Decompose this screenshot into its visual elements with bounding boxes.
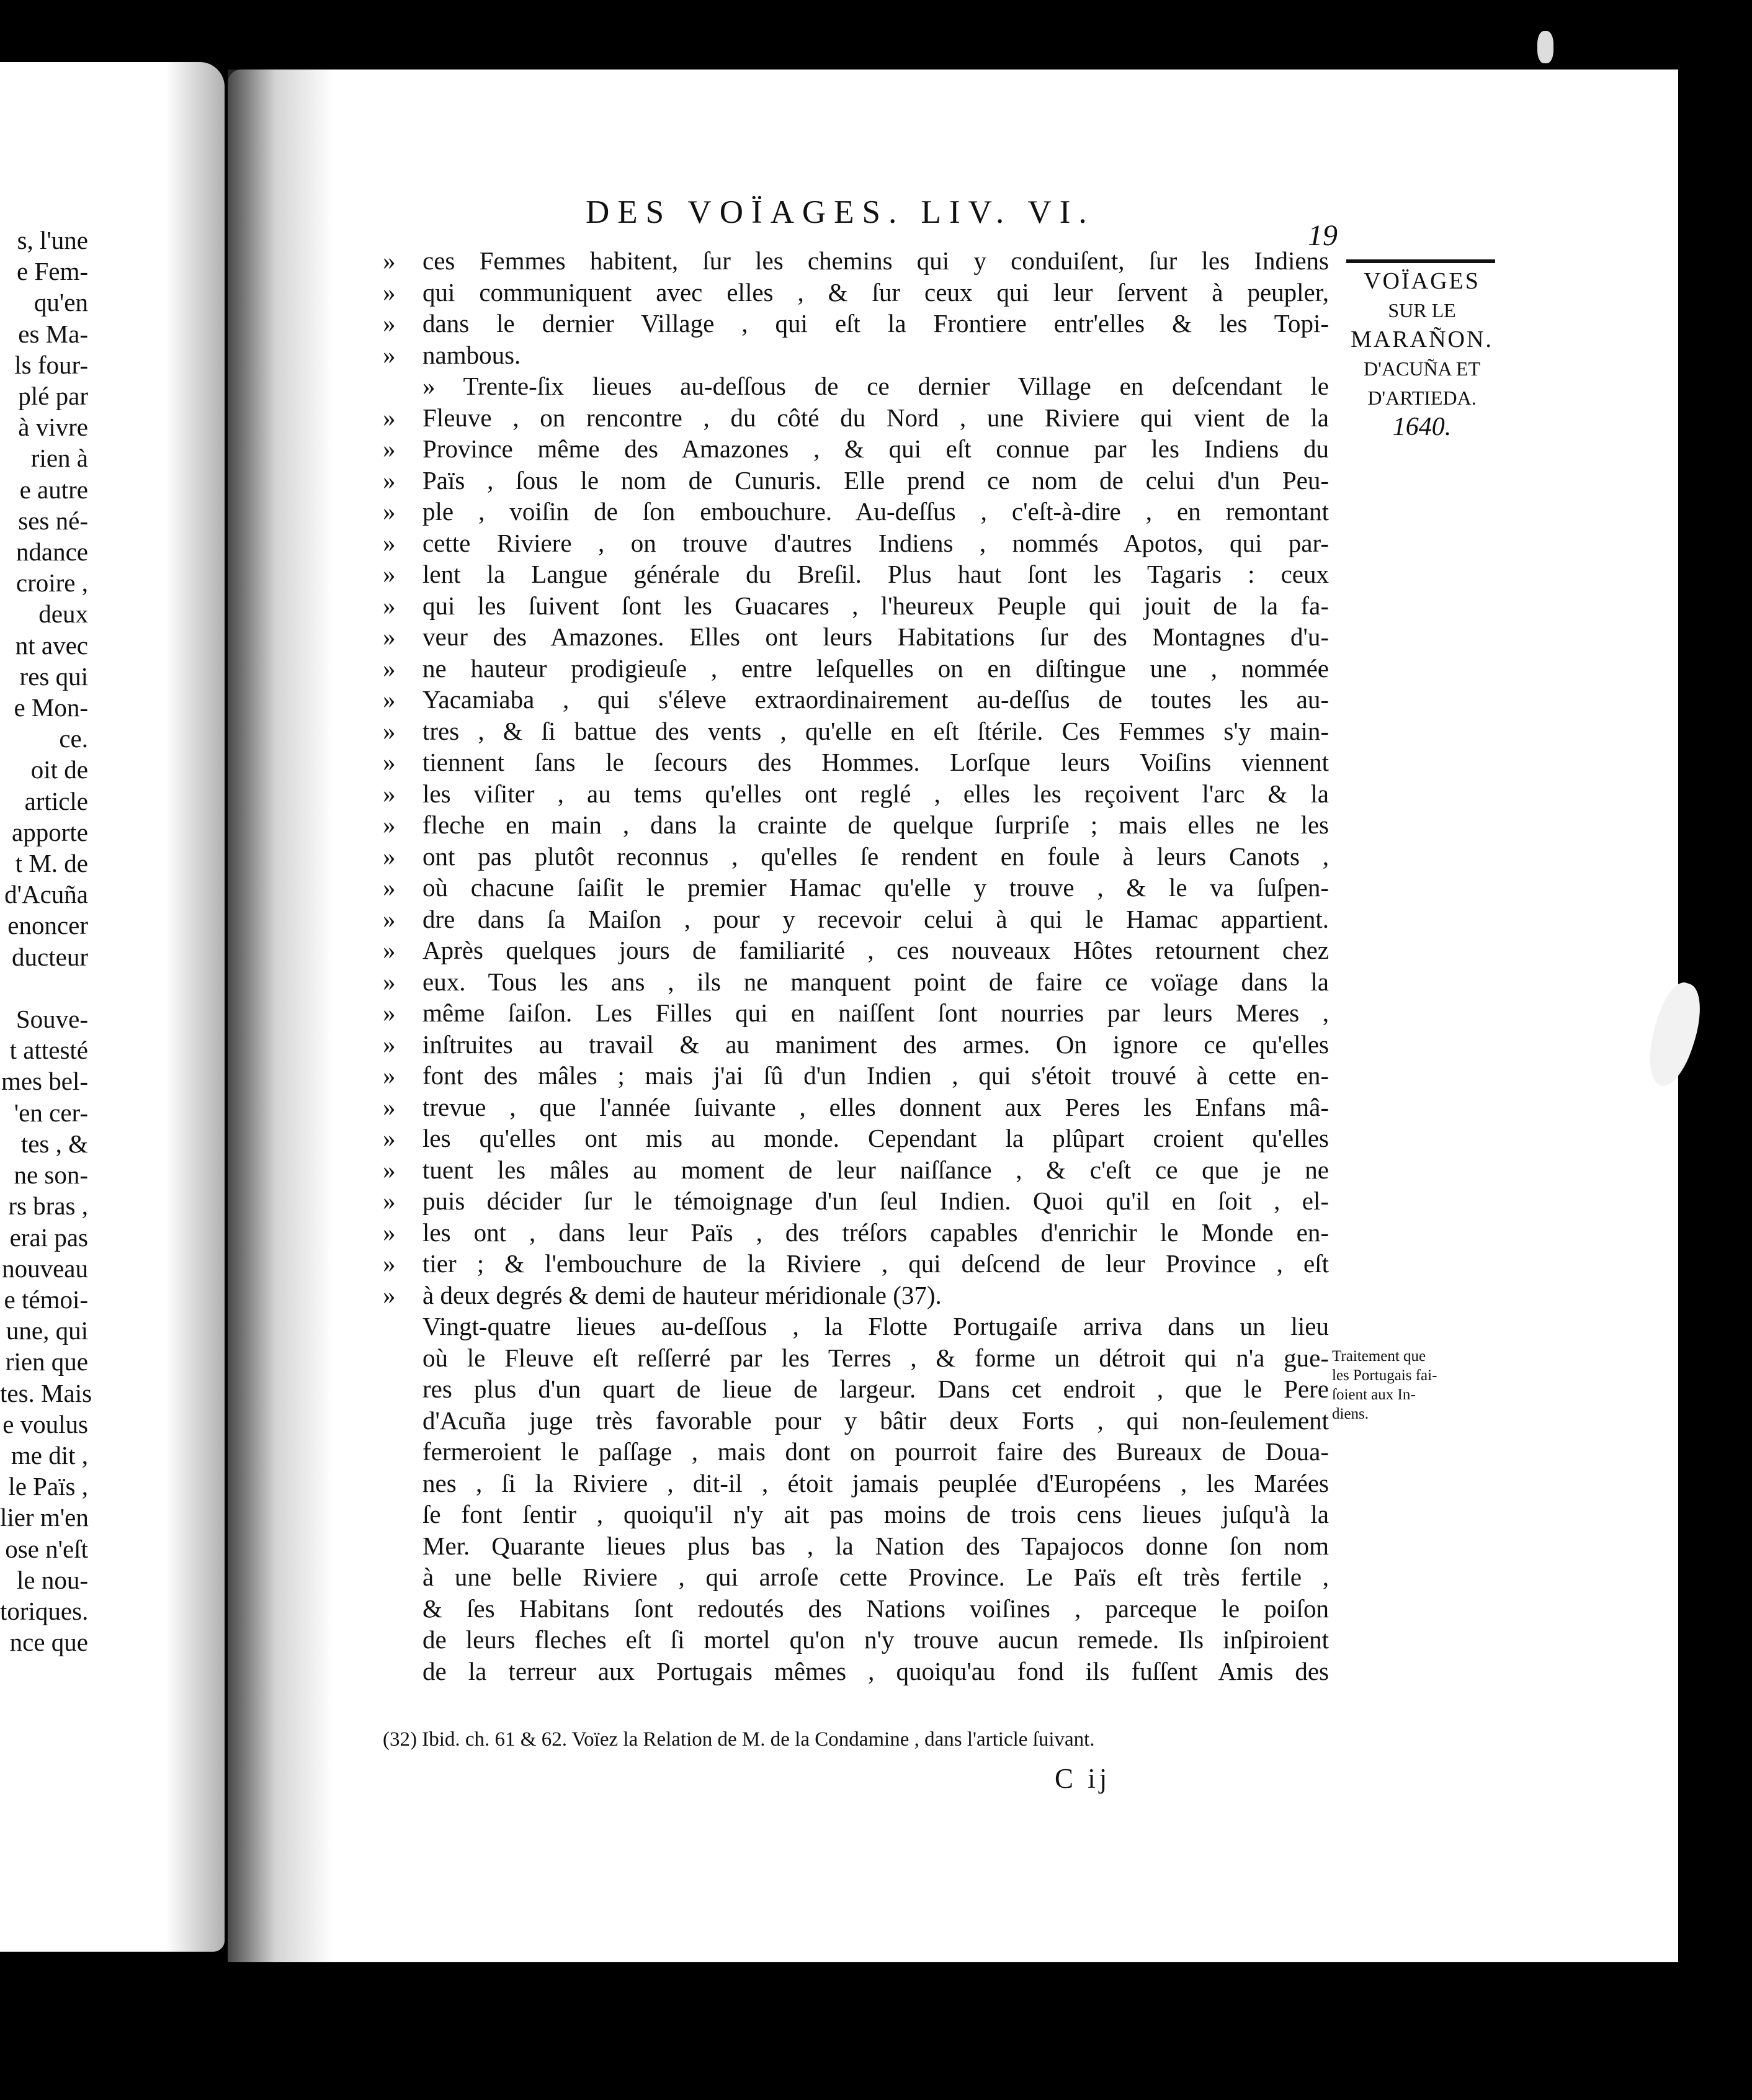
left-page-line: tes. Mais: [0, 1378, 92, 1407]
margin-rule: [1346, 259, 1495, 263]
body-line: [383, 245, 1329, 277]
body-line: [383, 1405, 1329, 1437]
body-line: [383, 1185, 1329, 1217]
gutter-shadow: [228, 70, 333, 1962]
line-text: ces Femmes habitent, ſur les chemins qui y conduiſent, ſur les Indiens: [422, 246, 1329, 275]
quote-mark: »: [383, 967, 396, 996]
body-line: [383, 1656, 1329, 1687]
line-text: fleche en main , dans la crainte de quelque ſurpriſe ; mais elles ne les: [422, 810, 1329, 839]
line-text: trevue , que l'année ſuivante , elles donnent aux Peres les Enfans mâ-: [422, 1092, 1329, 1121]
body-line: [383, 841, 1329, 873]
line-text: inſtruites au travail & au maniment des armes. On ignore ce qu'elles: [422, 1030, 1329, 1059]
left-page-line: [0, 972, 88, 1003]
margin-title-line: D'ACUÑA ET: [1364, 357, 1480, 380]
body-line: [383, 277, 1329, 308]
quote-mark: »: [383, 716, 396, 745]
body-line: [383, 465, 1329, 496]
left-page-line: ls four-: [14, 350, 88, 379]
line-text: lent la Langue générale du Breſil. Plus haut ſont les Tagaris : ceux: [422, 560, 1329, 588]
line-text: tiennent ſans le ſecours des Hommes. Lorſque leurs Voiſins viennent: [422, 748, 1329, 776]
body-line: [383, 1280, 1329, 1311]
left-page-line: tes , &: [20, 1129, 88, 1158]
body-line: [383, 904, 1329, 935]
line-text: & ſes Habitans ſont redoutés des Nations voiſines , parceque le poiſon: [422, 1594, 1329, 1623]
left-page-line: croire ,: [16, 568, 88, 598]
left-page-line: apporte: [12, 817, 88, 846]
line-text: Après quelques jours de familiarité , ces nouveaux Hôtes retournent chez: [422, 936, 1329, 964]
side-note-line: les Portugais fai-: [1332, 1367, 1437, 1384]
line-text: ne hauteur prodigieuſe , entre leſquelles on en diſtingue une , nommée: [422, 653, 1329, 683]
line-text: où chacune ſaiſit le premier Hamac qu'elle y trouve , & le va ſuſpen-: [422, 873, 1329, 902]
side-note-line: diens.: [1332, 1406, 1369, 1422]
page-number: 19: [1308, 219, 1338, 252]
left-page-line: toriques.: [0, 1596, 89, 1625]
quote-mark: »: [383, 465, 396, 495]
left-page-line: une, qui: [6, 1316, 88, 1345]
body-line: [383, 684, 1329, 716]
line-text: tuent les mâles au moment de leur naiſſance , & c'eſt ce que je ne: [422, 1155, 1329, 1184]
body-line: [383, 935, 1329, 966]
left-page-line: ndance: [16, 537, 88, 567]
body-line: [383, 1561, 1329, 1593]
body-line: [383, 1342, 1329, 1374]
line-text: ont pas plutôt reconnus , qu'elles ſe rendent en foule à leurs Canots ,: [422, 841, 1329, 871]
margin-title-line: D'ARTIEDA.: [1367, 387, 1477, 409]
quote-mark: »: [383, 653, 396, 683]
quote-mark: »: [383, 497, 396, 526]
left-page-line: e Fem-: [17, 257, 88, 286]
line-text: font des mâles ; mais j'ai ſû d'un Indien , qui s'étoit trouvé à cette en-: [422, 1061, 1329, 1090]
quote-mark: »: [383, 779, 396, 808]
line-text: dans le dernier Village , qui eſt la Frontiere entr'elles & les Topi-: [422, 309, 1329, 338]
quote-mark: »: [383, 622, 396, 651]
left-page-line: rien que: [5, 1347, 88, 1376]
left-page-line: ne son-: [14, 1160, 88, 1190]
left-page-line: à vivre: [18, 413, 88, 442]
body-line: [383, 308, 1329, 339]
left-page-line: qu'en: [34, 288, 88, 317]
margin-title-line: VOÏAGES: [1364, 268, 1480, 294]
body-line: [383, 997, 1329, 1029]
quote-mark: »: [383, 528, 396, 557]
left-page-line: lier m'en: [0, 1503, 89, 1532]
quote-mark: »: [383, 277, 396, 307]
left-page-line: res qui: [19, 662, 88, 691]
body-line: [383, 496, 1329, 527]
body-line: [383, 1248, 1329, 1280]
left-page-line: ose n'eſt: [5, 1534, 88, 1563]
left-page-line: d'Acuña: [4, 880, 88, 909]
body-text: [383, 245, 1329, 1687]
body-line: [383, 1499, 1329, 1530]
left-page-line: rs bras ,: [8, 1191, 88, 1221]
body-line: [383, 966, 1329, 998]
left-gutter-shadow: [166, 62, 225, 1952]
line-text: Province même des Amazones , & qui eſt connue par les Indiens du: [422, 434, 1329, 463]
quote-mark: »: [383, 936, 396, 964]
left-page-line: ducteur: [12, 942, 88, 971]
line-text: qui communiquent avec elles , & ſur ceux qui leur ſervent à peupler,: [422, 277, 1329, 307]
body-line: [383, 339, 1329, 371]
left-page-line: e autre: [19, 475, 88, 504]
left-page-line: plé par: [18, 382, 88, 411]
body-line: [383, 809, 1329, 841]
line-text: ple , voiſin de ſon embouchure. Au-deſſus , c'eſt-à-dire , en remontant: [422, 497, 1329, 526]
line-text: les ont , dans leur Païs , des tréſors capables d'enrichir le Monde en-: [422, 1218, 1329, 1247]
body-line: [383, 1092, 1329, 1123]
line-text: de leurs fleches eſt ſi mortel qu'on n'y trouve aucun remede. Ils inſpiroient: [422, 1625, 1329, 1654]
margin-title-line: MARAÑON.: [1351, 326, 1493, 352]
left-page-line: rien à: [30, 444, 88, 473]
body-line: [383, 1029, 1329, 1061]
body-line: [383, 433, 1329, 465]
quote-mark: »: [383, 1155, 396, 1184]
quote-mark: »: [383, 1061, 396, 1090]
line-text: Yacamiaba , qui s'éleve extraordinairement au-deſſus de toutes les au-: [422, 685, 1329, 714]
body-line: [383, 621, 1329, 653]
side-note: [1332, 1347, 1475, 1424]
quote-mark: »: [383, 246, 396, 275]
body-line: [383, 1154, 1329, 1186]
line-text: veur des Amazones. Elles ont leurs Habitations ſur des Montagnes d'u-: [422, 622, 1329, 651]
quote-mark: »: [383, 403, 396, 432]
quote-mark: »: [383, 1030, 396, 1059]
left-page-line: ses né-: [18, 506, 88, 535]
line-text: les qu'elles ont mis au monde. Cependant la plûpart croient qu'elles: [422, 1124, 1329, 1152]
quote-mark: »: [383, 1092, 396, 1121]
left-page-line: Souve-: [16, 1005, 88, 1034]
margin-title: [1348, 267, 1496, 442]
line-text: res plus d'un quart de lieue de largeur. Dans cet endroit , que le Pere: [422, 1375, 1329, 1403]
quote-mark: »: [383, 810, 396, 839]
line-text: où le Fleuve eſt reſſerré par les Terres , & forme un détroit qui n'a gue-: [422, 1343, 1329, 1372]
body-line: [383, 1468, 1329, 1499]
body-line: [383, 1624, 1329, 1656]
line-text: puis décider ſur le témoignage d'un ſeul Indien. Quoi qu'il en ſoit , el-: [422, 1187, 1329, 1215]
body-line: [383, 716, 1329, 747]
margin-date: 1640.: [1392, 413, 1452, 441]
body-line: [383, 1436, 1329, 1468]
body-line: [383, 527, 1329, 559]
left-page-line: es Ma-: [18, 319, 88, 348]
body-line: [383, 653, 1329, 684]
left-page-line: t attesté: [9, 1036, 88, 1065]
line-text: Vingt-quatre lieues au-deſſous , la Flotte Portugaiſe arriva dans un lieu: [422, 1312, 1329, 1340]
left-page-line: le nou-: [17, 1565, 88, 1594]
line-text: Fleuve , on rencontre , du côté du Nord , une Riviere qui vient de la: [422, 403, 1329, 432]
body-line: [383, 872, 1329, 904]
left-page-line: mes bel-: [1, 1067, 88, 1096]
line-text: même ſaiſon. Les Filles qui en naiſſent ſont nourries par leurs Meres ,: [422, 998, 1329, 1027]
body-line: [383, 778, 1329, 810]
line-text: de la terreur aux Portugais mêmes , quoiqu'au fond ils fuſſent Amis des: [422, 1656, 1329, 1685]
line-text: d'Acuña juge très favorable pour y bâtir deux Forts , qui non-ſeulement: [422, 1406, 1329, 1435]
quote-mark: »: [383, 591, 396, 620]
left-page-line: deux: [38, 599, 88, 629]
left-page-line: e témoi-: [4, 1285, 88, 1314]
left-page-line: e Mon-: [14, 693, 88, 722]
paper-speck: [1537, 31, 1553, 63]
line-text: à une belle Riviere , qui arroſe cette Province. Le Païs eſt très fertile ,: [422, 1563, 1329, 1591]
quote-mark: »: [383, 560, 396, 588]
left-page-line: nce que: [9, 1628, 88, 1657]
quote-mark: »: [383, 841, 396, 871]
body-line: [383, 370, 1329, 402]
line-text: nes , ſi la Riviere , dit-il , étoit jamais peuplée d'Européens , les Marées: [422, 1468, 1329, 1497]
line-text: ſe font ſentir , quoiqu'il n'y ait pas moins de trois cens lieues juſqu'à la: [422, 1500, 1329, 1528]
line-text: à deux degrés & demi de hauteur méridionale (37).: [422, 1280, 942, 1309]
line-text: cette Riviere , on trouve d'autres Indiens , nommés Apotos, qui par-: [422, 528, 1329, 557]
side-note-line: Traitement que: [1332, 1348, 1426, 1365]
body-line: [383, 1123, 1329, 1154]
left-page-line: t M. de: [15, 849, 88, 878]
body-line: [383, 1530, 1329, 1562]
line-text: nambous.: [422, 340, 521, 369]
left-page-line: e voulus: [2, 1409, 88, 1438]
quote-mark: »: [383, 748, 396, 776]
quote-mark: »: [383, 1187, 396, 1215]
running-title: DES VOÏAGES. LIV. VI.: [586, 194, 1095, 230]
body-line: [383, 747, 1329, 778]
margin-title-line: SUR LE: [1388, 299, 1456, 321]
left-page-line: article: [24, 786, 88, 815]
line-text: dre dans ſa Maiſon , pour y recevoir celui à qui le Hamac appartient.: [422, 904, 1329, 933]
body-line: [383, 402, 1329, 434]
left-page-line: oit de: [30, 755, 88, 784]
quote-mark: »: [383, 340, 396, 369]
body-line: [383, 1311, 1329, 1342]
quote-mark: »: [383, 685, 396, 714]
body-line: [383, 1060, 1329, 1092]
body-line: [383, 590, 1329, 622]
body-line: [383, 559, 1329, 590]
left-page-line: nouveau: [2, 1254, 88, 1283]
body-line: [383, 1373, 1329, 1405]
left-page-text: [0, 225, 92, 1658]
quote-mark: »: [383, 309, 396, 338]
side-note-line: ſoient aux In-: [1332, 1386, 1416, 1403]
line-text: qui les ſuivent ſont les Guacares , l'heureux Peuple qui jouit de la fa-: [422, 591, 1329, 620]
left-page-line: nt avec: [15, 630, 88, 660]
left-page-line: 'en cer-: [14, 1098, 88, 1127]
quote-mark: »: [383, 1249, 396, 1278]
quote-mark: »: [383, 904, 396, 933]
line-text: Mer. Quarante lieues plus bas , la Nation des Tapajocos donne ſon nom: [422, 1531, 1329, 1560]
line-text: eux. Tous les ans , ils ne manquent point de faire ce voïage dans la: [422, 967, 1329, 996]
body-line: [383, 1593, 1329, 1625]
quote-mark: »: [383, 1124, 396, 1152]
left-page-line: s, l'une: [17, 226, 88, 254]
body-line: [383, 1217, 1329, 1249]
left-page: [0, 62, 225, 1952]
left-page-line: ce.: [59, 724, 88, 753]
line-text: les viſiter , au tems qu'elles ont reglé , elles les reçoivent l'arc & la: [422, 779, 1329, 808]
line-text: tres , & ſi battue des vents , qu'elle en eſt ſtérile. Ces Femmes s'y main-: [422, 716, 1329, 745]
signature-mark: C ij: [1055, 1763, 1111, 1794]
quote-mark: »: [383, 434, 396, 463]
quote-mark: »: [383, 1280, 396, 1309]
left-page-line: erai pas: [9, 1223, 88, 1252]
quote-mark: »: [383, 998, 396, 1027]
line-text: fermeroient le paſſage , mais dont on pourroit faire des Bureaux de Doua-: [422, 1437, 1329, 1466]
quote-mark: »: [383, 1218, 396, 1247]
left-page-line: le Païs ,: [8, 1472, 88, 1501]
line-text: Païs , ſous le nom de Cunuris. Elle prend ce nom de celui d'un Peu-: [422, 465, 1329, 495]
left-page-line: enoncer: [7, 911, 88, 940]
line-text: tier ; & l'embouchure de la Riviere , qui deſcend de leur Province , eſt: [422, 1249, 1329, 1278]
footnote: (32) Ibid. ch. 61 & 62. Voïez la Relation de M. de la Condamine , dans l'article ſuivant.: [383, 1728, 1095, 1751]
left-page-line: me dit ,: [11, 1440, 88, 1470]
quote-mark: »: [383, 873, 396, 902]
line-text: » Trente-ſix lieues au-deſſous de ce dernier Village en deſcendant le: [422, 372, 1329, 400]
